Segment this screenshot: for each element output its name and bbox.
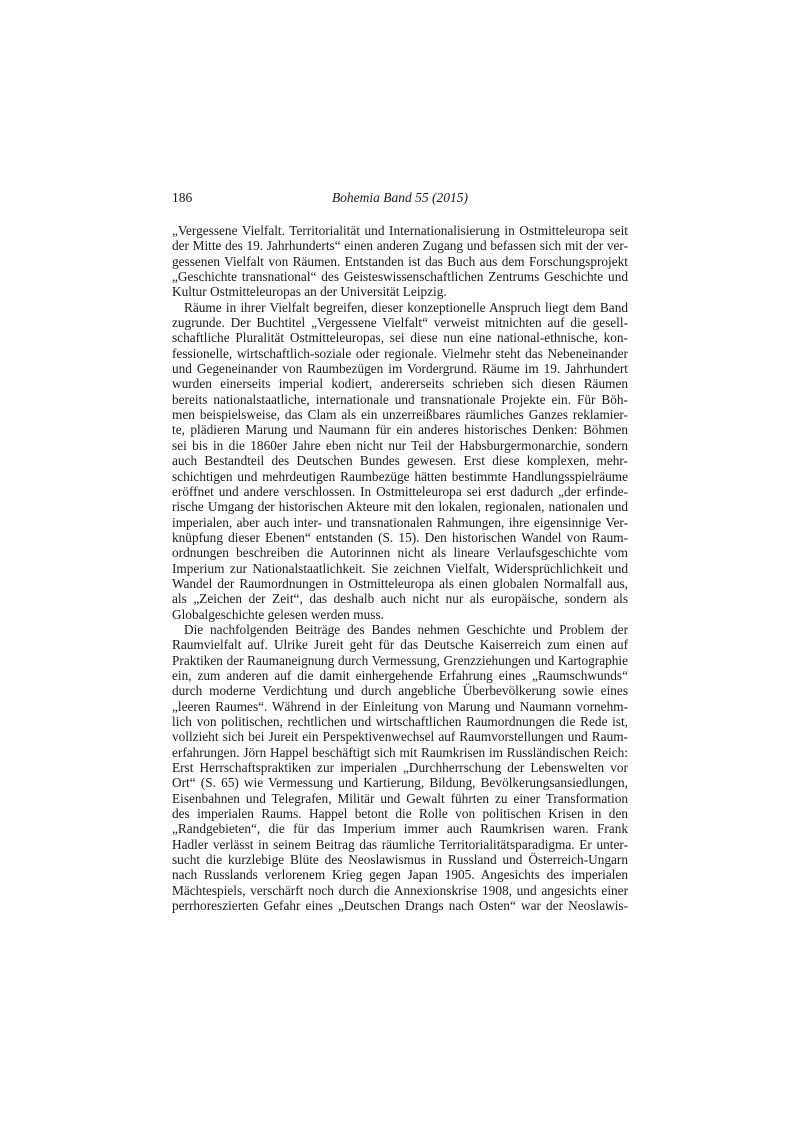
text-line: schichtigen und mehrdeutigen Raumbezüge hätten bestimmte Handlungsspielräume [172,468,628,484]
paragraph [172,223,628,300]
text-line: Die nachfolgenden Beiträge des Bandes nehmen Geschichte und Problem der [184,621,628,637]
body-text [172,223,628,913]
text-line: „Geschichte transnational“ des Geisteswissenschaftlichen Zentrums Geschichte und [172,269,628,285]
text-line: wurden einerseits imperial kodiert, andererseits schrieben sich diesen Räumen [172,376,628,392]
text-line: perrhoreszierten Gefahr eines „Deutschen Drangs nach Osten“ war der Neoslawis- [172,898,628,914]
text-line: Praktiken der Raumaneignung durch Vermessung, Grenzziehungen und Kartographie [172,652,628,668]
text-line: sucht die kurzlebige Blüte des Neoslawismus in Russland und Österreich-Ungarn [172,852,628,868]
page-number: 186 [172,190,193,205]
text-line: der Mitte des 19. Jahrhunderts“ einen anderen Zugang und befassen sich mit der ver- [172,238,628,254]
text-line: bereits nationalstaatliche, internationale und transnationale Projekte ein. Für Böh- [172,391,628,407]
text-line: eröffnet und andere verschlossen. In Ostmitteleuropa sei erst dadurch „der erfinde- [172,483,628,499]
paragraph [172,622,628,914]
text-line: erfahrungen. Jörn Happel beschäftigt sich mit Raumkrisen im Russländischen Reich: [172,744,628,760]
text-line: imperialen, aber auch inter- und transnationalen Rahmungen, ihre eigensinnige Ver- [172,514,628,530]
text-line: te, plädieren Marung und Naumann für ein anderes historisches Denken: Böhmen [172,422,628,438]
text-line: schaftliche Pluralität Ostmitteleuropas, sei diese nun eine national-ethnische, kon- [172,330,628,346]
text-line: des imperialen Raums. Happel betont die Rolle von politischen Krisen in den [172,806,628,822]
text-line: fessionelle, wirtschaftlich-soziale oder regionale. Vielmehr steht das Nebeneinander [172,345,628,361]
text-line: Imperium zur Nationalstaatlichkeit. Sie zeichnen Vielfalt, Widersprüchlichkeit und [172,560,628,576]
text-line: Globalgeschichte gelesen werden muss. [172,606,384,622]
text-line: sei bis in die 1860er Jahre eben nicht nur Teil der Habsburgermonarchie, sondern [172,437,628,453]
running-header [172,190,628,208]
text-line: und Gegeneinander von Raumbezügen im Vordergrund. Räume im 19. Jahrhundert [172,361,628,377]
text-line: „Vergessene Vielfalt. Territorialität und Internationalisierung in Ostmitteleuropa seit [172,223,628,238]
text-line: „leeren Raumes“. Während in der Einleitung von Marung und Naumann vornehm- [172,698,628,714]
text-line: Raumvielfalt auf. Ulrike Jureit geht für das Deutsche Kaiserreich zum einen auf [172,637,628,653]
text-line: gessenen Vielfalt von Räumen. Entstanden ist das Buch aus dem Forschungsprojekt [172,253,628,269]
text-line: men beispielsweise, das Clam als ein unzerreißbares räumliches Ganzes reklamier- [172,407,628,423]
text-line: lich von politischen, rechtlichen und wirtschaftlichen Raumordnungen die Rede ist, [172,714,628,729]
text-line: knüpfung dieser Ebenen“ entstanden (S. 15). Den historischen Wandel von Raum- [172,529,628,545]
text-line: Kultur Ostmitteleuropas an der Universität Leipzig. [172,284,447,300]
text-line: Ort“ (S. 65) wie Vermessung und Kartierung, Bildung, Bevölkerungsansiedlungen, [172,775,628,791]
text-line: als „Zeichen der Zeit“, das deshalb auch nicht nur als europäische, sondern als [172,591,628,607]
text-line: Räume in ihrer Vielfalt begreifen, dieser konzeptionelle Anspruch liegt dem Band [184,299,628,315]
text-line: ein, zum anderen auf die damit einhergehende Erfahrung eines „Raumschwunds“ [172,667,628,683]
text-line: nach Russlands verlorenem Krieg gegen Japan 1905. Angesichts des imperialen [172,867,628,883]
text-line: ordnungen beschreiben die Autorinnen nicht als lineare Verlaufsgeschichte vom [172,545,628,561]
text-line: Eisenbahnen und Telegrafen, Militär und Gewalt führten zu einer Transformation [172,790,628,806]
text-line: Wandel der Raumordnungen in Ostmitteleuropa als einen globalen Normalfall aus, [172,575,628,591]
paragraph [172,300,628,622]
running-head-title: Bohemia Band 55 (2015) [331,190,469,205]
text-line: Hadler verlässt in seinem Beitrag das räumliche Territorialitätsparadigma. Er unter- [172,836,628,852]
text-line: vollzieht sich bei Jureit ein Perspektivenwechsel auf Raumvorstellungen und Raum- [172,729,628,745]
text-line: rische Umgang der historischen Akteure mit den lokalen, regionalen, nationalen und [172,499,628,515]
text-line: auch Bestandteil des Deutschen Bundes gewesen. Erst diese komplexen, mehr- [172,453,628,469]
text-line: durch moderne Verdichtung und durch angebliche Überbevölkerung sowie eines [172,683,628,699]
text-line: zugrunde. Der Buchtitel „Vergessene Vielfalt“ verweist mitnichten auf die gesell- [172,315,628,331]
text-line: Mächtespiels, verschärft noch durch die Annexionskrise 1908, und angesichts einer [172,882,628,898]
text-line: Erst Herrschaftspraktiken zur imperialen „Durchherrschung der Lebenswelten vor [172,760,628,776]
text-line: „Randgebieten“, die für das Imperium immer auch Raumkrisen waren. Frank [172,821,628,837]
